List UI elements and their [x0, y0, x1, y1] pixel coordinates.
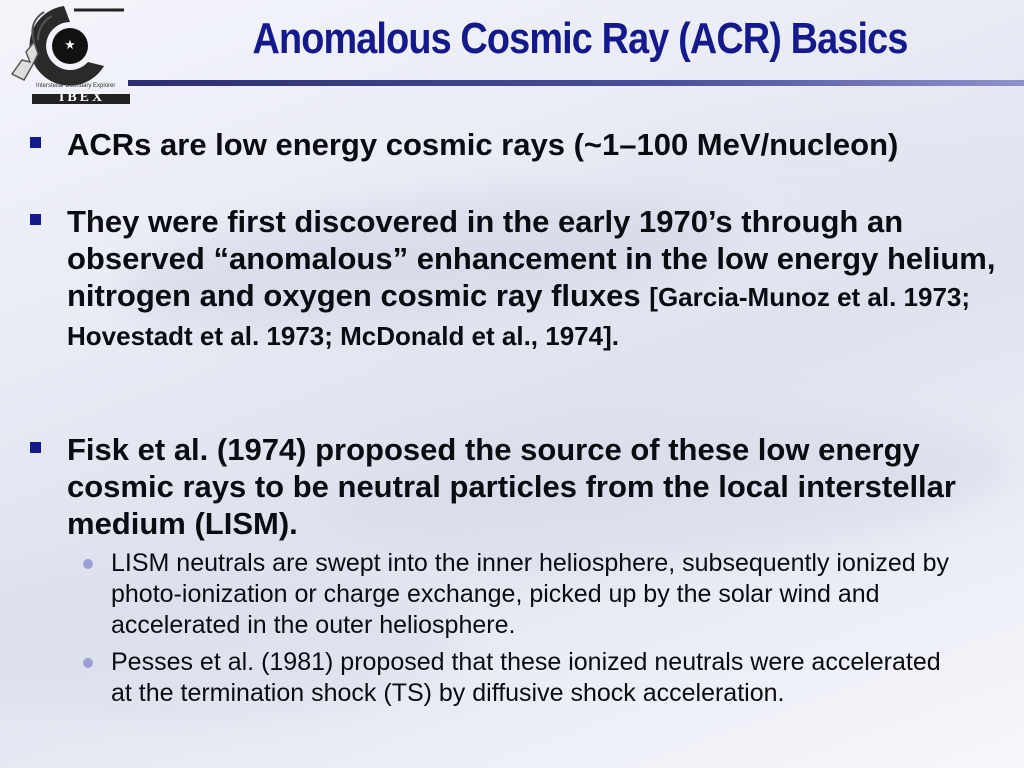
sub-bullet-item — [80, 548, 960, 641]
bullet-item — [30, 431, 1000, 544]
slide-title: Anomalous Cosmic Ray (ACR) Basics — [252, 14, 908, 63]
bullet-text: They were first discovered in the early 1970’s through an observed “anomalous” enhancement in the low energy helium, nitrogen and oxygen cosmic ray fluxes — [67, 204, 996, 313]
logo-subtitle: Interstellar Boundary Explorer — [36, 83, 116, 89]
square-bullet-icon — [30, 442, 41, 453]
sub-bullet-text: LISM neutrals are swept into the inner heliosphere, subsequently ionized by photo-ionization or charge exchange, picked up by the solar wind and accelerated in the outer heliosphere. — [111, 549, 950, 639]
bullet-citation: [Garcia-Munoz et al. 1973; Hovestadt et al. 1973; McDonald et al., 1974]. — [67, 282, 971, 351]
bullet-text: Fisk et al. (1974) proposed the source of these low energy cosmic rays to be neutral particles from the local interstellar medium (LISM). — [67, 432, 956, 541]
round-bullet-icon — [83, 559, 93, 569]
bullet-item — [30, 126, 1000, 165]
sub-bullet-text: Pesses et al. (1981) proposed that these ionized neutrals were accelerated at the termination shock (TS) by diffusive shock acceleration. — [111, 648, 941, 707]
bullet-item — [30, 203, 1000, 355]
round-bullet-icon — [83, 658, 93, 668]
logo-text: IBEX — [58, 90, 106, 105]
bullet-text: ACRs are low energy cosmic rays (~1–100 MeV/nucleon) — [67, 127, 899, 162]
sub-bullet-item — [80, 647, 960, 709]
square-bullet-icon — [30, 214, 41, 225]
square-bullet-icon — [30, 137, 41, 148]
